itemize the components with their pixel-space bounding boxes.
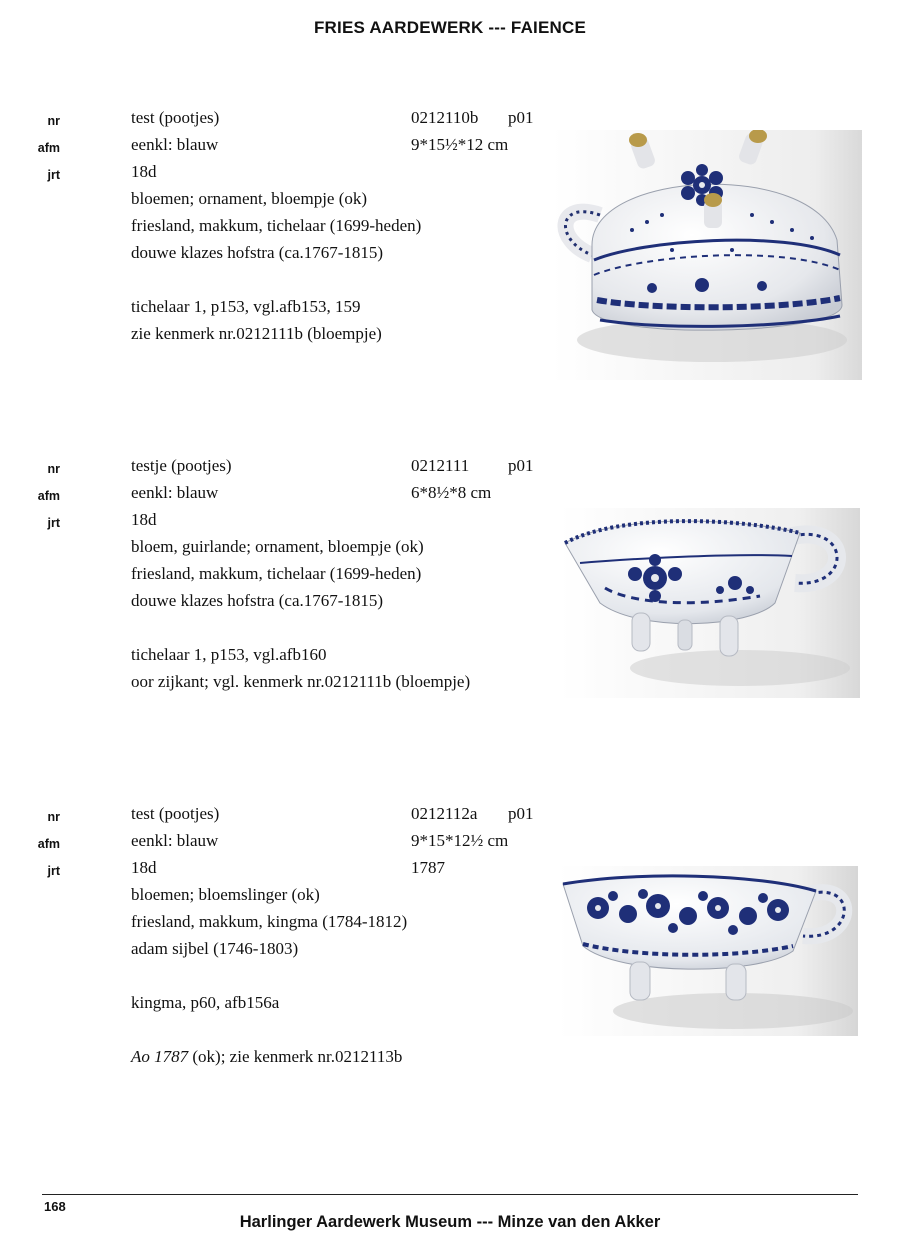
- label-afm: afm: [37, 489, 60, 503]
- value-opschrift-text: (ok); zie kenmerk nr.0212113b: [188, 1047, 403, 1066]
- row-literatuur: [0, 297, 560, 323]
- label-jrt: jrt: [47, 168, 60, 182]
- label-jrt: jrt: [47, 516, 60, 530]
- row-kleur: [0, 831, 560, 857]
- row-datering: [0, 162, 560, 188]
- row-voorwerp: [0, 108, 560, 134]
- row-voorstelling: [0, 885, 560, 911]
- footer-title: Harlinger Aardewerk Museum --- Minze van den Akker: [239, 1213, 661, 1231]
- label-afm: afm: [37, 141, 60, 155]
- value-opschrift-italic: Ao 1787: [131, 1047, 189, 1066]
- row-opmerking: [0, 672, 560, 698]
- value-literatuur: kingma, p60, afb156a: [131, 993, 280, 1012]
- row-voorstelling: [0, 189, 560, 215]
- value-afm: 9*15*12½ cm: [411, 831, 509, 850]
- row-schilder: [0, 243, 560, 269]
- value-afm: 9*15½*12 cm: [411, 135, 509, 154]
- row-kleur: [0, 483, 560, 509]
- value-schilder: douwe klazes hofstra (ca.1767-1815): [131, 591, 384, 610]
- value-voorstelling: bloemen; bloemslinger (ok): [131, 885, 320, 904]
- object-photo: [552, 130, 862, 380]
- row-kleur: [0, 135, 560, 161]
- value-voorwerp: test (pootjes): [131, 108, 220, 127]
- value-kleur: eenkl: blauw: [131, 831, 219, 850]
- row-voorbeeld: [0, 618, 560, 644]
- value-jrt: 1787: [411, 858, 445, 877]
- label-jrt: jrt: [47, 864, 60, 878]
- row-fabrikaat: [0, 216, 560, 242]
- value-opmerking: oor zijkant; vgl. kenmerk nr.0212111b (bloempje): [131, 672, 471, 691]
- value-schilder: adam sijbel (1746-1803): [131, 939, 299, 958]
- value-voorstelling: bloemen; ornament, bloempje (ok): [131, 189, 368, 208]
- value-opmerking: zie kenmerk nr.0212111b (bloempje): [131, 324, 382, 343]
- row-voorbeeld: [0, 270, 560, 296]
- value-datering: 18d: [131, 162, 157, 181]
- value-fabrikaat: friesland, makkum, tichelaar (1699-heden): [131, 216, 422, 235]
- value-fabrikaat: friesland, makkum, tichelaar (1699-heden): [131, 564, 422, 583]
- label-nr: nr: [47, 810, 60, 824]
- label-nr: nr: [47, 114, 60, 128]
- value-page: p01: [508, 108, 534, 127]
- value-kleur: eenkl: blauw: [131, 483, 219, 502]
- value-opschrift: [131, 1047, 402, 1067]
- object-photo: [558, 866, 858, 1036]
- value-voorwerp: testje (pootjes): [131, 456, 232, 475]
- row-fabrikaat: [0, 564, 560, 590]
- value-schilder: douwe klazes hofstra (ca.1767-1815): [131, 243, 384, 262]
- row-opschrift: [0, 1047, 560, 1073]
- page-number: 168: [44, 1199, 66, 1214]
- row-opmerking: [0, 1020, 560, 1046]
- row-opmerking: [0, 324, 560, 350]
- catalog-entry: [0, 804, 900, 1074]
- row-voorwerp: [0, 456, 560, 482]
- value-kleur: eenkl: blauw: [131, 135, 219, 154]
- value-datering: 18d: [131, 510, 157, 529]
- value-nr: 0212112a: [411, 804, 478, 823]
- value-literatuur: tichelaar 1, p153, vgl.afb160: [131, 645, 327, 664]
- object-photo: [560, 508, 860, 698]
- value-literatuur: tichelaar 1, p153, vgl.afb153, 159: [131, 297, 361, 316]
- catalog-entry: [0, 456, 900, 726]
- row-datering: [0, 510, 560, 536]
- value-afm: 6*8½*8 cm: [411, 483, 492, 502]
- row-datering: [0, 858, 560, 884]
- catalog-entry: [0, 108, 900, 378]
- row-voorstelling: [0, 537, 560, 563]
- row-opschrift: [0, 699, 560, 725]
- footer-rule: [42, 1194, 858, 1195]
- row-fabrikaat: [0, 912, 560, 938]
- label-afm: afm: [37, 837, 60, 851]
- row-voorbeeld: [0, 966, 560, 992]
- value-fabrikaat: friesland, makkum, kingma (1784-1812): [131, 912, 408, 931]
- value-page: p01: [508, 456, 534, 475]
- row-schilder: [0, 591, 560, 617]
- row-literatuur: [0, 993, 560, 1019]
- row-opschrift: [0, 351, 560, 377]
- row-literatuur: [0, 645, 560, 671]
- value-nr: 0212110b: [411, 108, 479, 127]
- value-datering: 18d: [131, 858, 157, 877]
- row-schilder: [0, 939, 560, 965]
- value-nr: 0212111: [411, 456, 470, 475]
- value-page: p01: [508, 804, 534, 823]
- row-voorwerp: [0, 804, 560, 830]
- value-voorwerp: test (pootjes): [131, 804, 220, 823]
- label-nr: nr: [47, 462, 60, 476]
- value-voorstelling: bloem, guirlande; ornament, bloempje (ok): [131, 537, 424, 556]
- page-header: FRIES AARDEWERK --- FAIENCE: [313, 18, 587, 37]
